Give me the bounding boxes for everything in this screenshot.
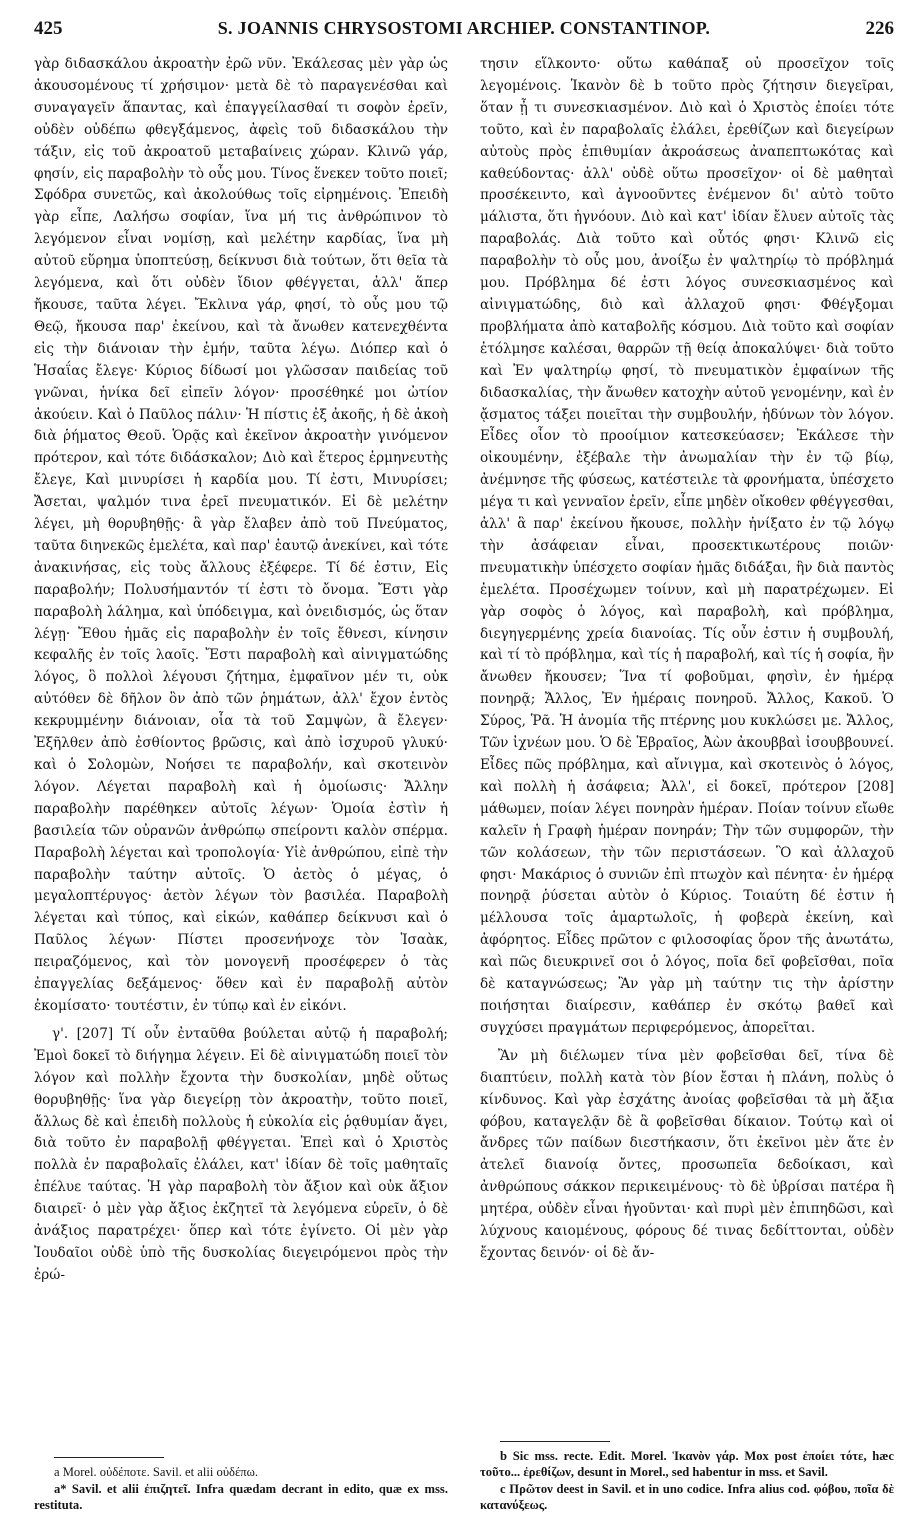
left-column-text [34, 54, 448, 1287]
footnote-rule [500, 1441, 610, 1442]
footnote-b: b Sic mss. recte. Edit. Morel. Ἱκανὸν γάρ. Mox post ἐποίει τότε, hæc τοῦτο... ἐρεθίζων, desunt in Morel., sed habentur in mss. et Savil. [480, 1449, 894, 1479]
page-number-left: 425 [34, 18, 63, 39]
right-paragraph-2: Ἂν μὴ διέλωμεν τίνα μὲν φοβεῖσθαι δεῖ, τίνα δὲ διαπτύειν, πολλὴ κατὰ τὸν βίον ἔσται ἡ πλάνη, πολὺς ὁ κίνδυνος. Καὶ γὰρ ἐσχάτης ἀνοίας φοβεῖσθαι τὰ μὴ ἄξια φόβου, καταγελᾷν δὲ ἃ φοβεῖσθαι δίκαιον. Τούτῳ καὶ οἱ ἄνδρες τῶν παίδων διεστήκασιν, ὅτι ἐκεῖνοι μὲν ἅτε ἐν ἀτελεῖ διανοίᾳ ὄντες, προσωπεῖα δεδοίκασι, καὶ ἀνθρώπους σάκκον περικειμένους· τὸ δὲ ὑβρίσαι πατέρα ἢ μητέρα, οὐδὲν εἶναι ἡγοῦνται· καὶ πυρὶ μὲν ἐπιπηδῶσι, καὶ λύχνους καιομένους, φόρους δέ τινας δεδίττονται, οὐδὲν ἔχοντας δεινόν· οἱ δὲ ἄν- [480, 1047, 894, 1261]
left-paragraph-2: γ'. [207] Τί οὖν ἐνταῦθα βούλεται αὐτῷ ἡ παραβολή; Ἐμοὶ δοκεῖ τὸ διήγημα λέγειν. Εἰ δὲ αἰνιγματώδη ποιεῖ τὸν λόγον καὶ πολλὴν ἔχοντα τὴν δυσκολίαν, μηδὲ οὕτως θορυβηθῇς· ἵνα γὰρ διεγείρῃ τὸν ἀκροατὴν, τοῦτο ποιεῖ, ἄλλως δὲ καὶ ἐπειδὴ πολλοὺς ἡ εὐκολία εἰς ῥᾳθυμίαν ἄγει, διὰ τοῦτο ἐν παραβολῇ φθέγγεται. Ἐπεὶ καὶ ὁ Χριστὸς πολλὰ ἐν παραβολαῖς ἐλάλει, κατ' ἰδίαν δὲ τοῖς μαθηταῖς ἐπέλυε ταύτας. Ἡ γὰρ παραβολὴ τὸν ἄξιον καὶ οὐκ ἄξιον διαιρεῖ· ὁ μὲν γὰρ ἄξιος ἐκζητεῖ τὰ λεγόμενα εὑρεῖν, ὁ δὲ ἀνάξιος παρατρέχει· ὅπερ καὶ τότε ἐγίνετο. Οἱ μὲν γὰρ Ἰουδαῖοι οὐδὲ ὑπὸ τῆς δυσκολίας διεγειρόμενοι πρὸς τὴν ἐρώ- [34, 1025, 448, 1283]
two-column-body [34, 54, 894, 1514]
footnote-a: a Morel. οὐδέποτε. Savil. et alii οὐδέπω. [54, 1465, 259, 1479]
left-paragraph-1: γὰρ διδασκάλου ἀκροατὴν ἐρῶ νῦν. Ἐκάλεσας μὲν γὰρ ὡς ἀκουσομένους τί χρήσιμον· μετὰ δὲ τὸ παραγενέσθαι καὶ συναγαγεῖν ἅπαντας, καὶ ἐπαγγείλασθαί τι σοφὸν ἐρεῖν, οὐδὲν οὐδέπω φθεγξάμενος, ἀφεὶς τοῦ διδασκάλου τὴν τάξιν, εἰς τοῦ ἀκροατοῦ μεταβαίνεις χώραν. Κλινῶ γάρ, φησίν, εἰς παραβολὴν τὸ οὖς μου. Τίνος ἕνεκεν τοῦτο ποιεῖ; Σφόδρα συνετῶς, καὶ ἀκολούθως τοῖς εἰρημένοις. Ἐπειδὴ γὰρ εἶπε, Λαλήσω σοφίαν, ἵνα μή τις ἀνθρώπινον τὸ λεγόμενον εἶναι νομίσῃ, καὶ μελέτην καρδίας, ἵνα μὴ αὐτοῦ εὕρημα ὑποπτεύσῃ, δείκνυσι διὰ τούτων, ὅτι θεῖα τὰ λεγόμενα, καὶ ὅτι οὐδὲν ἴδιον φθέγγεται, ἀλλ' ἅπερ ἤκουσε, ταῦτα λέγει. Ἔκλινα γάρ, φησί, τὸ οὖς μου τῷ Θεῷ, ἤκουσα παρ' ἐκείνου, καὶ τὰ ἄνωθεν κατενεχθέντα εἰς τὴν διάνοιαν τὴν ἐμήν, ταῦτα λέγω. Διόπερ καὶ ὁ Ἡσαΐας ἔλεγε· Κύριος δίδωσί μοι γλῶσσαν παιδείας τοῦ γνῶναι, ἡνίκα δεῖ εἰπεῖν λόγον· προσέθηκέ μοι ὠτίον ἀκούειν. Καὶ ὁ Παῦλος πάλιν· Ἡ πίστις ἐξ ἀκοῆς, ἡ δὲ ἀκοὴ διὰ ῥήματος Θεοῦ. Ὁρᾷς καὶ ἐκεῖνον ἀκροατὴν γινόμενον πρότερον, καὶ τότε διδάσκαλον; Διὸ καὶ ἕτερος ἑρμηνευτὴς ἔλεγε, Καὶ μινυρίσει ἡ καρδία μου. Τί ἐστι, Μινυρίσει; Ἄσεται, ψαλμόν τινα ἐρεῖ πνευματικόν. Εἰ δὲ μελέτην λέγει, μὴ θορυβηθῇς· ἃ γὰρ ἔλαβεν ἀπὸ τοῦ Πνεύματος, ταῦτα διηνεκῶς ἐμελέτα, καὶ παρ' ἑαυτῷ ἀνεκίνει, καὶ τότε ἀνακινήσας, εἰς τοὺς ἄλλους ἐξέφερε. Τί δέ ἐστιν, Εἰς παραβολήν; Πολυσήμαντόν τί ἐστι τὸ ὄνομα. Ἔστι γὰρ παραβολὴ λάλημα, καὶ ὑπόδειγμα, καὶ ὀνειδισμός, ὡς ὅταν λέγῃ· Ἔθου ἡμᾶς εἰς παραβολὴν ἐν τοῖς ἔθνεσι, κίνησιν κεφαλῆς ἐν τοῖς λαοῖς. Ἔστι παραβολὴ καὶ αἰνιγματώδης λόγος, ὃ πολλοὶ λέγουσι ζήτημα, ἐμφαῖνον μέν τι, οὐκ αὐτόθεν δὲ δῆλον ὂν ἀπὸ τῶν ῥημάτων, ἀλλ' ἔχον ἐντὸς κεκρυμμένην διάνοιαν, οἷα τὰ τοῦ Σαμψὼν, ἃ ἔλεγεν· Ἐξῆλθεν ἀπὸ ἐσθίοντος βρῶσις, καὶ ἀπὸ ἰσχυροῦ γλυκύ· καὶ ὁ Σολομὼν, Νοήσει τε παραβολήν, καὶ σκοτεινὸν λόγον. Λέγεται παραβολὴ καὶ ἡ ὁμοίωσις· Ἄλλην παραβολὴν παρέθηκεν αὐτοῖς λέγων· Ὁμοία ἐστὶν ἡ βασιλεία τῶν οὐρανῶν ἀνθρώπῳ σπείροντι καλὸν σπέρμα. Παραβολὴ λέγεται καὶ τροπολογία· Υἱὲ ἀνθρώπου, εἰπὲ τὴν παραβολὴν ταύτην αὐτοῖς. Ὁ ἀετὸς ὁ μέγας, ὁ μεγαλοπτέρυγος· ἀετὸν λέγων τὸν βασιλέα. Παραβολὴ λέγεται καὶ τύπος, καὶ εἰκών, καθάπερ δείκνυσι καὶ ὁ Παῦλος λέγων· Πίστει προσενήνοχε τὸν Ἰσαὰκ, πειραζόμενος, καὶ τὸν μονογενῆ προσέφερεν ὁ τὰς ἐπαγγελίας δεξάμενος· ὅθεν καὶ ἐν παραβολῇ αὐτὸν ἐκομίσατο· τουτέστιν, ἐν τύπῳ καὶ ἐν εἰκόνι. [34, 56, 448, 1014]
right-paragraph-1: τησιν εἵλκοντο· οὕτω καθάπαξ οὐ προσεῖχον τοῖς λεγομένοις. Ἱκανὸν δὲ b τοῦτο πρὸς ζήτησιν διεγεῖραι, ὅταν ᾖ τι συνεσκιασμένον. Διὸ καὶ ὁ Χριστὸς ἐποίει τότε τοῦτο, καὶ ἐν παραβολαῖς ἐλάλει, ἐρεθίζων καὶ διεγείρων αὐτοὺς πρὸς ἐπιθυμίαν ἀκροάσεως ἀναπεπτωκότας καὶ καθεύδοντας· ἀλλ' οὐδὲ οὕτω προσεῖχον· οἱ δὲ μαθηταὶ προσέκειντο, καὶ ἀγνοοῦντες ἐνέμενον δι' αὐτὸ τοῦτο μάλιστα, ὅτι ἠγνόουν. Διὸ καὶ κατ' ἰδίαν ἔλυεν αὐτοῖς τὰς παραβολάς. Διὰ τοῦτο καὶ οὗτός φησι· Κλινῶ εἰς παραβολὴν τὸ οὖς μου, ἀνοίξω ἐν ψαλτηρίῳ τὸ πρόβλημά μου. Πρόβλημα δέ ἐστι λόγος συνεσκιασμένος καὶ αἰνιγματώδης, διὸ καὶ ἀλλαχοῦ φησι· Φθέγξομαι προβλήματα ἀπὸ καταβολῆς κόσμου. Διὰ τοῦτο καὶ σοφίαν ἐτόλμησε καλέσαι, θαρρῶν τῇ θείᾳ ἀποκαλύψει· διὰ τοῦτο καὶ Ἐν ψαλτηρίῳ φησί, τὸ πνευματικὸν ἐμφαίνων τῆς διδασκαλίας, τὴν ἄνωθεν κατοχὴν αὐτοῦ γενομένην, καὶ ἐν ᾄσματος τάξει ποιεῖται τὴν συμβουλήν, ἡδύνων τὸν λόγον. Εἶδες οἷον τὸ προοίμιον κατεσκεύασεν; Ἐκάλεσε τὴν οἰκουμένην, ἐξέβαλε τὴν ἀνωμαλίαν τὴν ἐν τῷ βίῳ, ἀνέμνησε τῆς φύσεως, κατέστειλε τὰ φρονήματα, ὑπέσχετο μέγα τι καὶ γενναῖον ἐρεῖν, εἶπε μηδὲν οἴκοθεν φθέγγεσθαι, ἀλλ' ἃ παρ' ἐκείνου ἤκουσε, πολλὴν ἠνίξατο ἐν τῷ λόγῳ τὴν ἀσάφειαν εἶναι, προσεκτικωτέρους ποιῶν· πνευματικὴν ὑπέσχετο σοφίαν ἡμᾶς διδάξαι, ἣν διὰ παντὸς ἐμελέτα. Προσέχωμεν τοίνυν, καὶ μὴ παρατρέχωμεν. Εἰ γὰρ σοφὸς ὁ λόγος, καὶ παραβολὴ, καὶ πρόβλημα, διεγηγερμένης χρεία διανοίας. Τίς οὖν ἐστιν ἡ συμβουλή, καὶ τί τὸ πρόβλημα, καὶ τίς ἡ παραβολή, καὶ τίς ἡ σοφία, ἣν ἄνωθεν ἤκουσεν; Ἵνα τί φοβοῦμαι, φησὶν, ἐν ἡμέρᾳ πονηρᾷ; Ἄλλος, Ἐν ἡμέραις πονηροῦ. Ἄλλος, Κακοῦ. Ὁ Σύρος, Ῥᾶ. Ἡ ἀνομία τῆς πτέρνης μου κυκλώσει με. Ἄλλος, Τῶν ἰχνέων μου. Ὁ δὲ Ἑβραῖος, Ἀὼν ἀκουββαὶ ἰσουββουνεί. Εἶδες πῶς πρόβλημα, καὶ αἴνιγμα, καὶ σκοτεινὸς ὁ λόγος, καὶ πολλὴ ἡ ἀσάφεια; Ἀλλ', εἰ δοκεῖ, πρότερον [208] μάθωμεν, ποίαν λέγει πονηρὰν ἡμέραν. Ποίαν τοίνυν εἴωθε καλεῖν ἡ Γραφὴ ἡμέραν πονηράν; Τὴν τῶν συμφορῶν, τὴν τῶν κολάσεων, τὴν τῶν περιστάσεων. Ὃ καὶ ἀλλαχοῦ φησι· Μακάριος ὁ συνιῶν ἐπὶ πτωχὸν καὶ πένητα· ἐν ἡμέρᾳ πονηρᾷ ῥύσεται αὐτὸν ὁ Κύριος. Τοιαύτη δέ ἐστιν ἡ μέλλουσα τοῖς ἁμαρτωλοῖς, ἡ φοβερὰ ἐκείνη, καὶ ἀφόρητος. Εἶδες πρῶτον c φιλοσοφίας ὅρον τῆς ἀνωτάτω, καὶ πῶς διευκρινεῖ σοι ὁ λόγος, ποῖα δεῖ φοβεῖσθαι, ποῖα δὲ καταγνώσεως; Ἂν γὰρ μὴ ταύτην τις τὴν ἀρίστην ποιήσηται διαίρεσιν, καθάπερ ἐν σκότῳ βαθεῖ καὶ συγχύσει πραγμάτων περιφερόμενος, ἀπορεῖται. [480, 56, 894, 1036]
footnote-a-star: a* Savil. et alii ἐπιζητεῖ. Infra quædam decrant in edito, quæ ex mss. restituta. [34, 1482, 448, 1512]
book-page [34, 14, 894, 1524]
left-column [34, 54, 448, 1514]
footnote-c: c Πρῶτον deest in Savil. et in uno codice. Infra alius cod. φόβου, ποῖα δὲ κατανύξεως. [480, 1482, 894, 1512]
right-column [480, 54, 894, 1514]
right-column-text [480, 54, 894, 1265]
right-footnotes [480, 1441, 894, 1514]
left-footnotes [34, 1457, 448, 1514]
footnote-rule [54, 1457, 164, 1458]
running-head [34, 14, 894, 50]
page-number-right: 226 [865, 18, 894, 39]
running-title: S. JOANNIS CHRYSOSTOMI ARCHIEP. CONSTANTINOP. [217, 18, 711, 38]
